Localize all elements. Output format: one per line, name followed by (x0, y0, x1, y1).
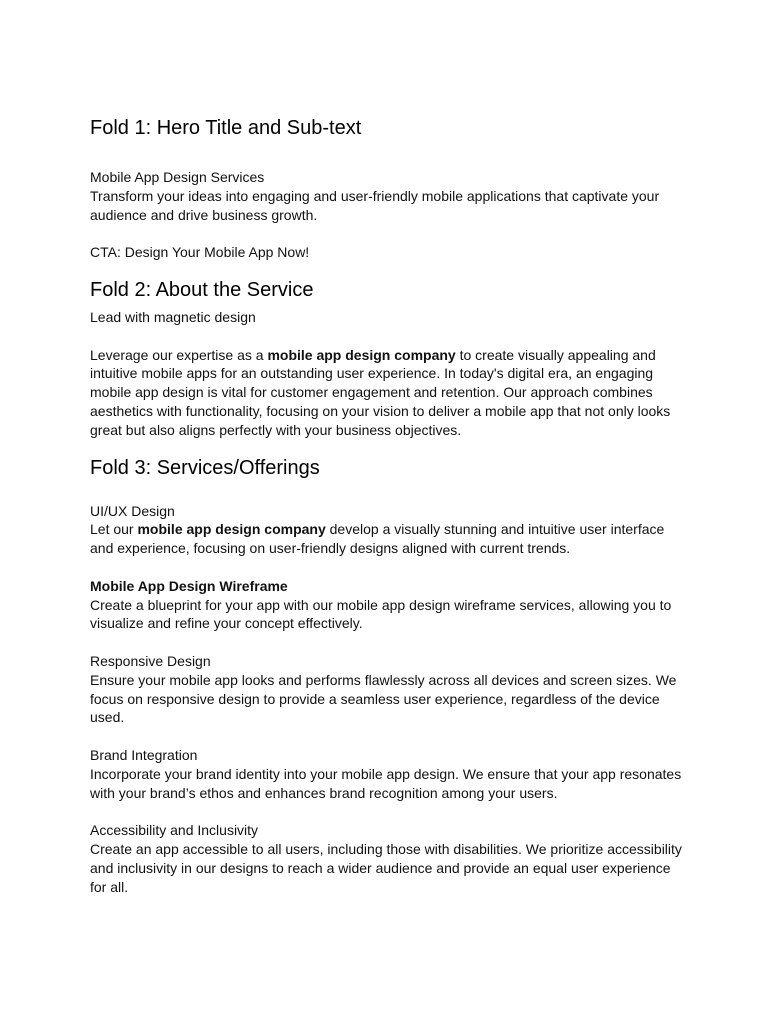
fold-3-heading: Fold 3: Services/Offerings (90, 456, 320, 479)
about-body-end: to create visually appealing and intuitive mobile apps for an outstanding user experience. In today's digital era, an engaging mobile app design is vital for customer engagement and retention. Our approach combines aesthetics with functionality, focusing on your vision to deliver a mobile app that not only looks great but also aligns perfectly with your business objectives. (90, 346, 671, 438)
offering-title: Brand Integration (90, 746, 198, 763)
fold-1-heading: Fold 1: Hero Title and Sub-text (90, 117, 362, 139)
about-body-keyword: mobile app design company (267, 346, 456, 363)
fold-2-heading: Fold 2: About the Service (90, 278, 314, 301)
fold-2-section (90, 277, 690, 440)
offering-uiux (90, 502, 690, 558)
offering-title: Responsive Design (90, 652, 211, 669)
offering-title-bold: Mobile App Design Wireframe (90, 577, 288, 594)
offering-wireframe (90, 577, 690, 633)
offering-body: Ensure your mobile app looks and performs flawlessly across all devices and screen sizes. We focus on responsive design to provide a seamless user experience, regardless of the device used. (90, 671, 677, 726)
offering-accessibility (90, 821, 690, 896)
fold-1-section (90, 115, 690, 262)
offering-body: Create an app accessible to all users, including those with disabilities. We prioritize accessibility and inclusivity in our designs to reach a wider audience and provide an equal user experience for all. (90, 840, 682, 895)
offering-body: Create a blueprint for your app with our mobile app design wireframe services, allowing you to visualize and refine your concept effectively. (90, 596, 672, 632)
hero-cta: CTA: Design Your Mobile App Now! (90, 244, 310, 261)
offering-title: Accessibility and Inclusivity (90, 822, 259, 839)
offering-body-end: develop a visually stunning and intuitive user interface and experience, focusing on user-friendly designs aligned with current trends. (90, 521, 665, 557)
offering-title: UI/UX Design (90, 502, 175, 519)
hero-title: Mobile App Design Services (90, 169, 265, 185)
offering-body (90, 520, 690, 558)
fold-3-section (90, 455, 690, 897)
offering-responsive (90, 652, 690, 727)
hero-subtext: Transform your ideas into engaging and user-friendly mobile applications that captivate your audience and drive business growth. (90, 187, 660, 223)
offering-brand (90, 746, 690, 802)
offering-body-keyword: mobile app design company (137, 521, 326, 538)
offering-title (90, 577, 690, 596)
about-lead: Lead with magnetic design (90, 308, 256, 325)
about-body-start: Leverage our expertise as a (90, 346, 268, 363)
offering-body-start: Let our (90, 521, 138, 538)
offering-body: Incorporate your brand identity into your mobile app design. We ensure that your app resonates with your brand’s ethos and enhances brand recognition among your users. (90, 765, 682, 801)
about-body (90, 346, 690, 440)
document-page (90, 115, 690, 896)
